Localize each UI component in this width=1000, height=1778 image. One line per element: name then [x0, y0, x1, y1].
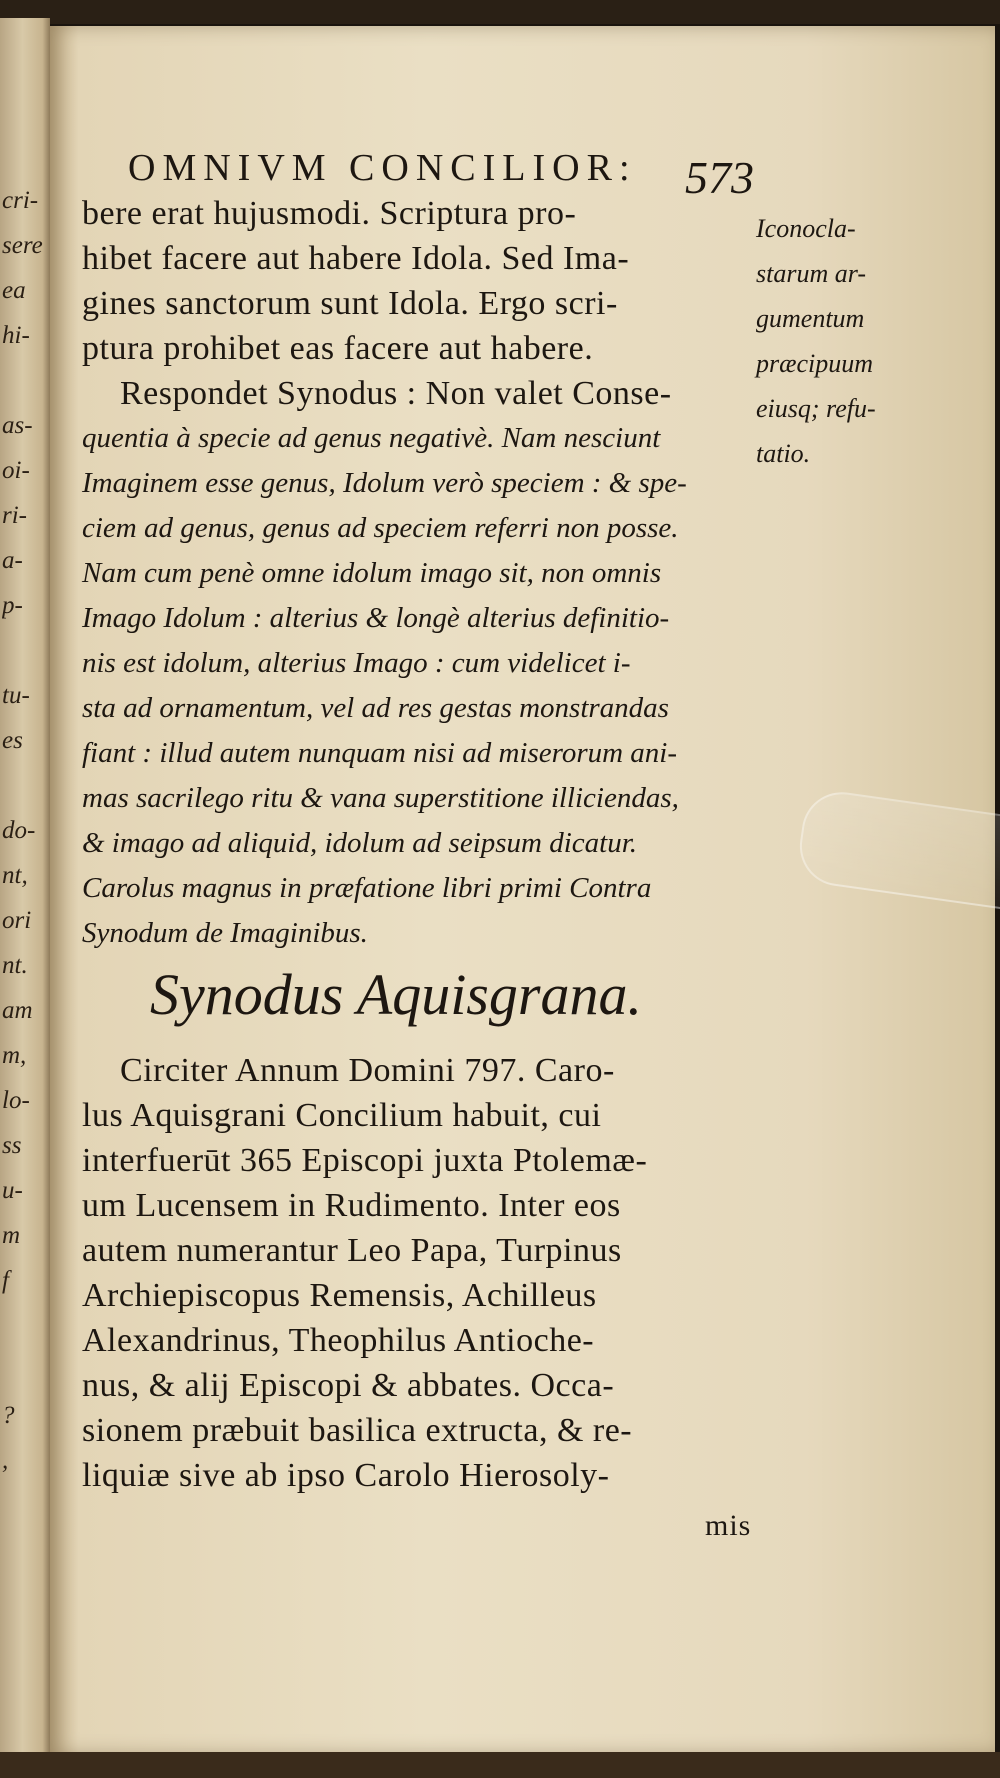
body-line: Imaginem esse genus, Idolum verò speciem : & spe- [82, 467, 687, 499]
body-line: Respondet Synodus : Non valet Conse- [120, 375, 672, 412]
running-head: OMNIVM CONCILIOR: [128, 147, 637, 189]
previous-page-fragment: do- [2, 817, 36, 844]
book-page [50, 26, 995, 1754]
body-line: Archiepiscopus Remensis, Achilleus [82, 1277, 597, 1314]
body-line: ciem ad genus, genus ad speciem referri non posse. [82, 512, 679, 544]
previous-page-fragment: a- [2, 547, 23, 574]
body-line: mas sacrilego ritu & vana superstitione illiciendas, [82, 782, 679, 814]
previous-page-fragment: es [2, 727, 23, 754]
previous-page-fragment: as- [2, 412, 33, 439]
body-text-block [82, 191, 802, 956]
previous-page-fragment: ea [2, 277, 26, 304]
body-line: sta ad ornamentum, vel ad res gestas monstrandas [82, 692, 669, 724]
body-line: sionem præbuit basilica extructa, & re- [82, 1412, 633, 1449]
binding-bottom-edge [0, 1752, 1000, 1778]
marginal-note-line: Iconocla- [756, 214, 856, 243]
previous-page-fragment: tu- [2, 682, 30, 709]
body-line: ptura prohibet eas facere aut habere. [82, 330, 594, 367]
body-line: um Lucensem in Rudimento. Inter eos [82, 1187, 621, 1224]
previous-page-fragment [2, 628, 48, 673]
previous-page-fragment: hi- [2, 322, 30, 349]
section-title: Synodus Aquisgrana. [150, 962, 642, 1027]
page-number: 573 [685, 152, 754, 203]
previous-page-fragment: oi- [2, 457, 30, 484]
body-line: gines sanctorum sunt Idola. Ergo scri- [82, 285, 618, 322]
previous-page-fragment: p- [2, 592, 23, 619]
previous-page-fragment: f [2, 1267, 9, 1294]
catchword: mis [705, 1509, 752, 1542]
previous-page-fragment: cri- [2, 187, 39, 214]
body-line: autem numerantur Leo Papa, Turpinus [82, 1232, 622, 1269]
body-line: Imago Idolum : alterius & longè alterius definitio- [82, 602, 670, 634]
previous-page-fragment [2, 763, 48, 808]
previous-page-fragment: lo- [2, 1087, 30, 1114]
previous-page-fragment: m, [2, 1042, 27, 1069]
body-line: bere erat hujusmodi. Scriptura pro- [82, 195, 577, 232]
body-line: hibet facere aut habere Idola. Sed Ima- [82, 240, 630, 277]
previous-page-fragment [2, 358, 48, 403]
binding-top-edge [0, 0, 1000, 24]
previous-page-fragment: ori [2, 907, 32, 934]
previous-page-fragment: am [2, 997, 33, 1024]
marginal-note-line: gumentum [756, 304, 865, 333]
body-line: Alexandrinus, Theophilus Antioche- [82, 1322, 595, 1359]
previous-page-fragment: m [2, 1222, 21, 1249]
body-text-block-2 [82, 1048, 802, 1498]
previous-page-fragment: nt, [2, 862, 28, 889]
marginal-note-line: eiusq; refu- [756, 394, 876, 423]
previous-page-fragment [2, 1303, 48, 1348]
marginal-note-line: tatio. [756, 439, 811, 468]
previous-page-fragment: sere [2, 232, 43, 259]
marginal-notes [756, 206, 995, 476]
body-line: Synodum de Imaginibus. [82, 917, 368, 949]
previous-page-fragment: ri- [2, 502, 27, 529]
marginal-note-line: præcipuum [756, 349, 873, 378]
previous-page-fragment: , [2, 1447, 9, 1474]
body-line: Nam cum penè omne idolum imago sit, non omnis [82, 557, 662, 589]
body-line: fiant : illud autem nunquam nisi ad miserorum ani- [82, 737, 678, 769]
previous-page-fragment: ss [2, 1132, 22, 1159]
previous-page-fragment: u- [2, 1177, 23, 1204]
previous-page-edge [0, 18, 50, 1760]
body-line: & imago ad aliquid, idolum ad seipsum dicatur. [82, 827, 638, 859]
body-line: nus, & alij Episcopi & abbates. Occa- [82, 1367, 615, 1404]
body-line: lus Aquisgrani Concilium habuit, cui [82, 1097, 602, 1134]
body-line: quentia à specie ad genus negativè. Nam nesciunt [82, 422, 661, 454]
previous-page-text-fragments [2, 178, 48, 1483]
marginal-note-line: starum ar- [756, 259, 866, 288]
previous-page-fragment [2, 1348, 48, 1393]
body-line: liquiæ sive ab ipso Carolo Hierosoly- [82, 1457, 610, 1494]
body-line: Carolus magnus in præfatione libri primi Contra [82, 872, 652, 904]
body-line: nis est idolum, alterius Imago : cum videlicet i- [82, 647, 631, 679]
previous-page-fragment: nt. [2, 952, 28, 979]
body-line: interfuerūt 365 Episcopi juxta Ptolemæ- [82, 1142, 648, 1179]
previous-page-fragment: ? [2, 1402, 15, 1429]
body-line: Circiter Annum Domini 797. Caro- [120, 1052, 615, 1089]
